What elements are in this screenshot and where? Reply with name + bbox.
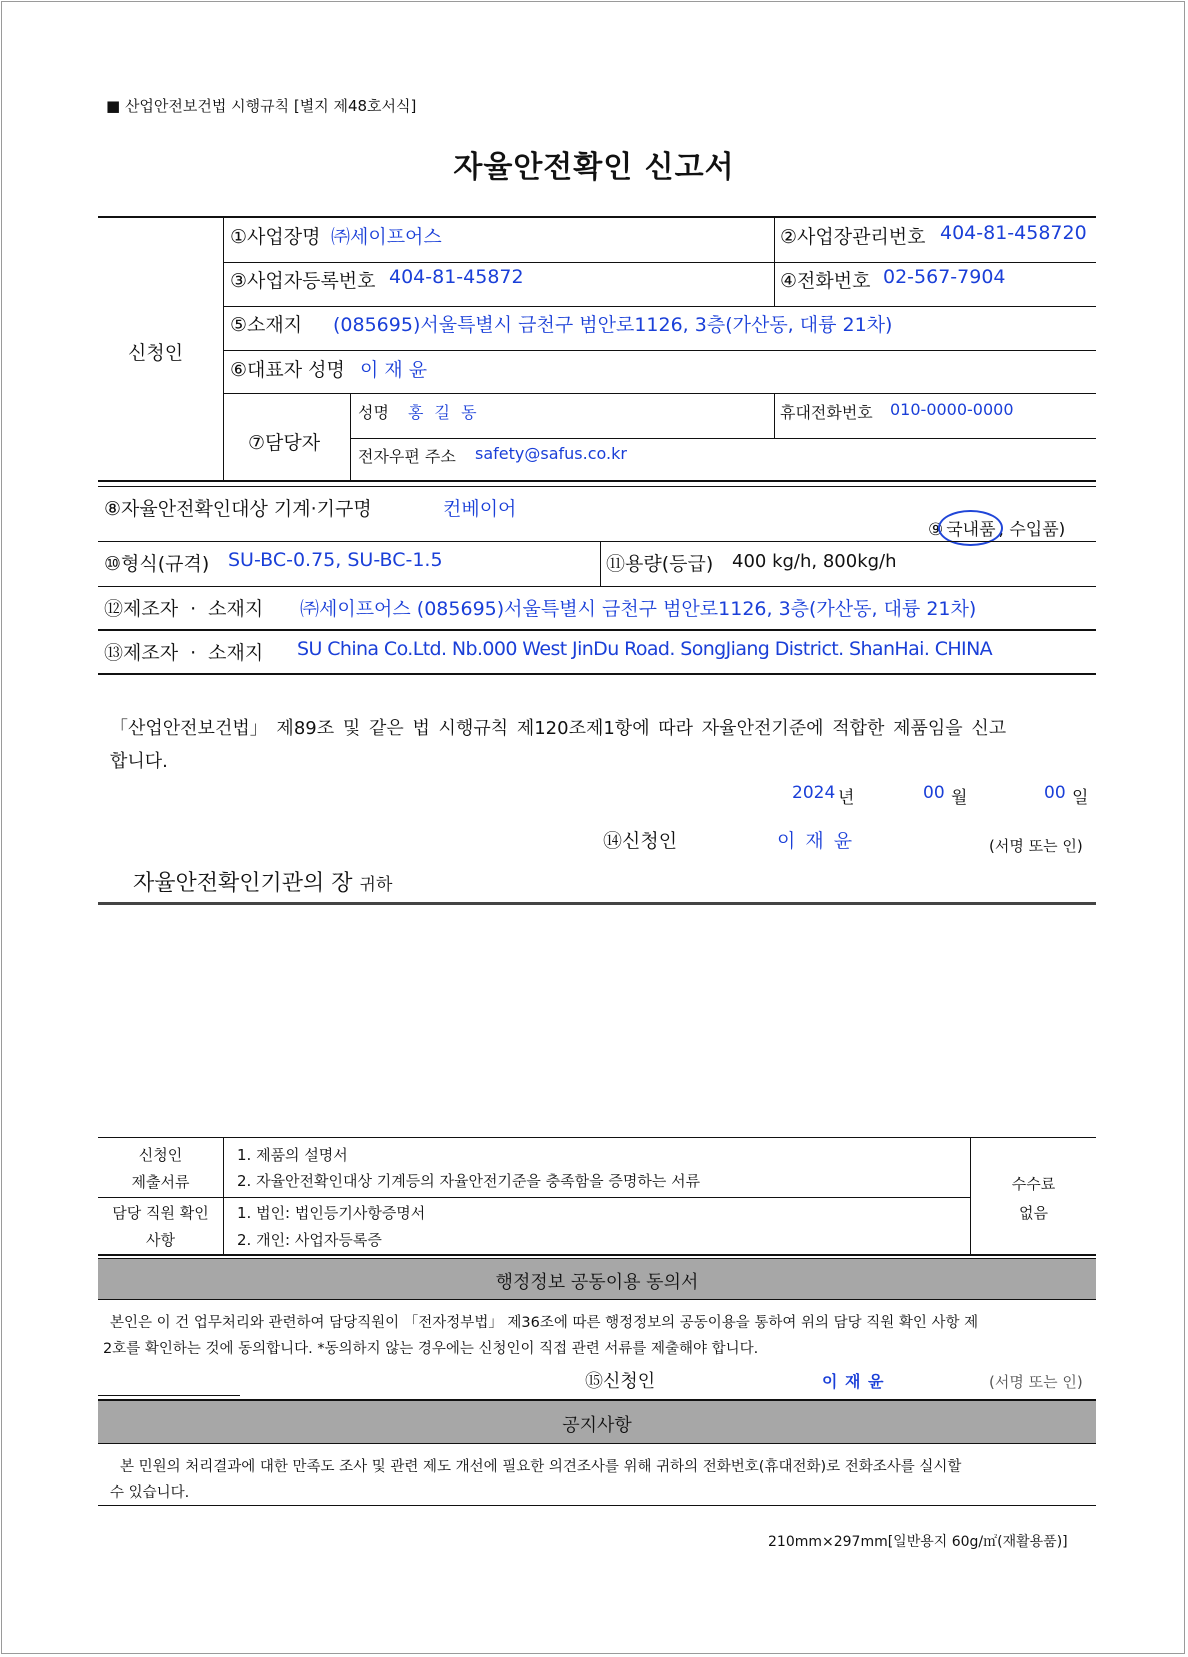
row-divider	[223, 350, 1096, 351]
mobile-label: 휴대전화번호	[780, 403, 873, 422]
capacity-label: ⑪용량(등급)	[606, 553, 714, 575]
capacity-value: 400 kg/h, 800kg/h	[732, 551, 897, 572]
applicant-section-label: 신청인	[128, 342, 184, 364]
verify-item: 1. 법인: 법인등기사항증명서	[237, 1204, 426, 1222]
representative-value: 이 재 윤	[360, 359, 428, 381]
notice-title: 공지사항	[562, 1415, 632, 1436]
submit-docs-label-1: 신청인	[138, 1146, 183, 1164]
representative-label: ⑥대표자 성명	[230, 359, 345, 381]
recipient-name: 자율안전확인기관의 장	[133, 871, 353, 896]
signature-line	[98, 1395, 240, 1396]
declaration-line-2: 합니다.	[110, 751, 168, 772]
date-day-unit: 일	[1072, 788, 1089, 808]
table-bottom-rule	[98, 1254, 1096, 1256]
registration-no-value: 404-81-45872	[389, 266, 524, 288]
notice-line-2: 수 있습니다.	[110, 1485, 190, 1501]
consent-line-1: 본인은 이 건 업무처리와 관련하여 담당직원이 「전자정부법」 제36조에 따른 행정정보의 공동이용을 통하여 위의 담당 직원 확인 사항 제	[110, 1315, 979, 1331]
product-name-label: ⑧자율안전확인대상 기계·기구명	[104, 498, 372, 520]
consent-sign-note: (서명 또는 인)	[989, 1373, 1083, 1391]
section-rule	[98, 902, 1096, 905]
date-day: 00	[1044, 783, 1066, 803]
business-name-value: ㈜세이프어스	[331, 226, 442, 248]
col-divider	[223, 217, 224, 481]
contact-label: ⑦담당자	[248, 432, 321, 454]
col-divider	[774, 393, 775, 438]
section-rule	[98, 1299, 1096, 1300]
maker13-label: ⑬제조자 · 소재지	[104, 642, 264, 664]
management-no-value: 404-81-458720	[940, 222, 1087, 244]
row-divider	[98, 541, 1096, 542]
legal-reference: ■ 산업안전보건법 시행규칙 [별지 제48호서식]	[106, 97, 417, 115]
date-month-unit: 월	[951, 788, 968, 808]
model-label: ⑩형식(규격)	[104, 553, 210, 575]
origin-import-option: 수입품)	[1009, 520, 1066, 540]
business-name-label: ①사업장명	[230, 226, 321, 248]
row-divider	[98, 629, 1096, 631]
phone-label: ④전화번호	[780, 270, 871, 292]
origin-domestic-text: 국내품	[946, 520, 996, 540]
mobile-value: 010-0000-0000	[890, 400, 1014, 419]
consent-line-2: 2호를 확인하는 것에 동의합니다. *동의하지 않는 경우에는 신청인이 직접 관련 서류를 제출해야 합니다.	[103, 1341, 759, 1357]
email-value: safety@safus.co.kr	[475, 444, 627, 463]
origin-selection	[928, 515, 1065, 540]
row-divider	[223, 262, 1096, 263]
section-rule	[98, 1443, 1096, 1444]
applicant-sign-name: 이 재 윤	[777, 830, 855, 852]
product-name-value: 컨베이어	[443, 498, 517, 520]
col-divider	[350, 393, 351, 481]
management-no-label: ②사업장관리번호	[780, 226, 926, 248]
consent-title: 행정정보 공동이용 동의서	[495, 1272, 699, 1293]
verify-label-1: 담당 직원 확인	[112, 1204, 209, 1222]
address-label: ⑤소재지	[230, 314, 303, 336]
verify-item: 2. 개인: 사업자등록증	[237, 1231, 382, 1249]
section-rule	[98, 480, 1096, 482]
consent-applicant-name: 이 재 윤	[822, 1372, 885, 1391]
form-title: 자율안전확인 신고서	[453, 150, 735, 185]
fee-value: 없음	[1019, 1204, 1048, 1222]
contact-name-label: 성명	[358, 403, 389, 422]
paper-spec: 210mm×297mm[일반용지 60g/㎡(재활용품)]	[768, 1534, 1068, 1550]
row-divider	[223, 393, 1096, 394]
submit-docs-label-2: 제출서류	[131, 1173, 190, 1191]
recipient-suffix: 귀하	[359, 875, 393, 895]
registration-no-label: ③사업자등록번호	[230, 270, 376, 292]
notice-line-1: 본 민원의 처리결과에 대한 만족도 조사 및 관련 제도 개선에 필요한 의견조사를 위해 귀하의 전화번호(휴대전화)로 전화조사를 실시할	[120, 1459, 962, 1475]
section-rule	[98, 673, 1096, 675]
origin-domestic-option	[943, 515, 998, 540]
submit-doc-item: 2. 자율안전확인대상 기계등의 자율안전기준을 충족함을 증명하는 서류	[237, 1172, 701, 1190]
date-year-unit: 년	[838, 788, 855, 808]
section-rule	[98, 1505, 1096, 1506]
row-divider	[350, 438, 1096, 439]
model-value: SU-BC-0.75, SU-BC-1.5	[228, 549, 443, 571]
table-top-rule	[98, 216, 1096, 218]
email-label: 전자우편 주소	[358, 447, 456, 466]
col-divider	[223, 1137, 224, 1254]
row-divider	[223, 306, 1096, 307]
recipient	[133, 866, 392, 897]
maker12-value: ㈜세이프어스 (085695)서울특별시 금천구 범안로1126, 3층(가산동, 대륭 21차)	[300, 598, 977, 620]
declaration-line-1: 「산업안전보건법」 제89조 및 같은 법 시행규칙 제120조제1항에 따라 자율안전기준에 적합한 제품임을 신고	[110, 718, 1007, 739]
sign-note: (서명 또는 인)	[989, 837, 1083, 855]
verify-label-2: 사항	[146, 1231, 175, 1249]
col-divider	[600, 541, 601, 586]
origin-prefix: ⑨	[928, 520, 944, 540]
col-divider	[774, 217, 775, 306]
maker12-label: ⑫제조자 · 소재지	[104, 598, 264, 620]
consent-applicant-label: ⑮신청인	[585, 1371, 656, 1392]
fee-label: 수수료	[1011, 1175, 1056, 1193]
origin-separator: ,	[998, 520, 1004, 540]
contact-name-value: 홍 길 동	[408, 403, 480, 422]
date-year: 2024	[792, 783, 836, 803]
section-rule	[98, 486, 1096, 487]
phone-value: 02-567-7904	[883, 266, 1006, 288]
address-value: (085695)서울특별시 금천구 범안로1126, 3층(가산동, 대륭 21차)	[333, 314, 893, 336]
applicant-sign-label: ⑭신청인	[603, 830, 678, 852]
col-divider	[970, 1137, 971, 1254]
row-divider	[98, 1197, 970, 1198]
submit-doc-item: 1. 제품의 설명서	[237, 1146, 348, 1164]
date-month: 00	[923, 783, 945, 803]
row-divider	[98, 586, 1096, 587]
maker13-value: SU China Co.Ltd. Nb.000 West JinDu Road. SongJiang District. ShanHai. CHINA	[297, 638, 993, 660]
table-top-rule	[98, 1137, 1096, 1138]
